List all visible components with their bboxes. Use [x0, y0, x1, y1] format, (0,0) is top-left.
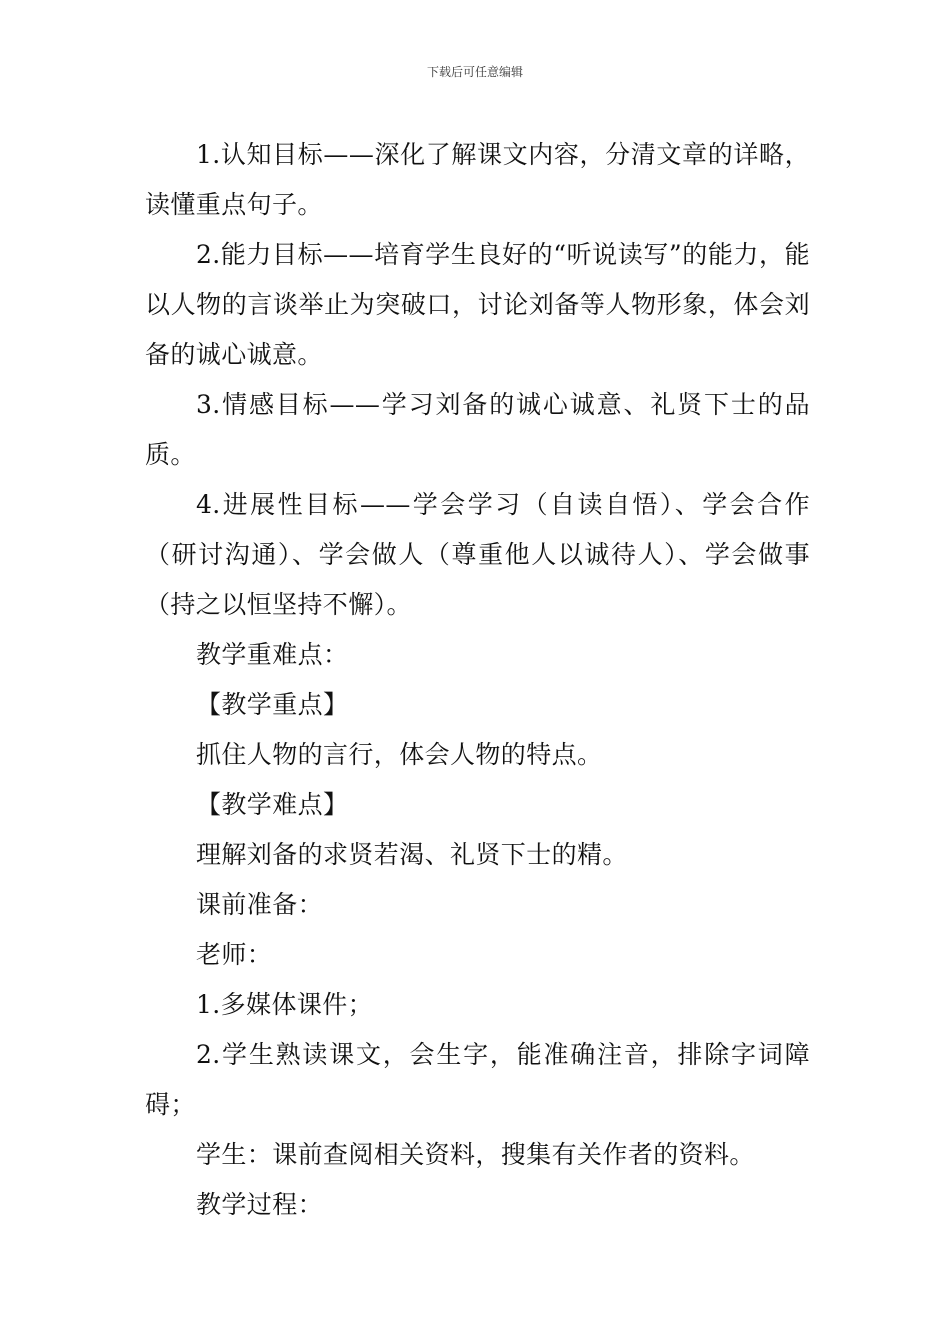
paragraph-difficult-point: 理解刘备的求贤若渴、礼贤下士的精。	[196, 840, 628, 869]
paragraph-development-goal: 4.进展性目标——学会学习（自读自悟）、学会合作（研讨沟通）、学会做人（尊重他人以诚待人）、学会做事（持之以恒坚持不懈）。	[145, 490, 810, 619]
label-teacher: 老师：	[196, 940, 273, 969]
heading-key-difficult-points: 教学重难点：	[196, 640, 349, 669]
paragraph-key-point: 抓住人物的言行，体会人物的特点。	[196, 740, 603, 769]
heading-preparation: 课前准备：	[196, 890, 324, 919]
paragraph-ability-goal: 2.能力目标——培育学生良好的“听说读写”的能力，能以人物的言谈举止为突破口，讨论刘备等人物形象，体会刘备的诚心诚意。	[145, 240, 810, 369]
document-body	[145, 130, 810, 1230]
list-item-multimedia: 1.多媒体课件；	[196, 990, 374, 1019]
heading-key-point: 【教学重点】	[196, 690, 349, 719]
paragraph-emotional-goal: 3.情感目标——学习刘备的诚心诚意、礼贤下士的品质。	[145, 390, 810, 469]
list-item-reading: 2.学生熟读课文，会生字，能准确注音，排除字词障碍；	[145, 1040, 810, 1119]
paragraph-cognitive-goal: 1.认知目标——深化了解课文内容，分清文章的详略，读懂重点句子。	[145, 140, 810, 219]
heading-teaching-process: 教学过程：	[196, 1190, 324, 1219]
paragraph-students: 学生：课前查阅相关资料，搜集有关作者的资料。	[196, 1140, 755, 1169]
page-header: 下载后可任意编辑	[426, 65, 523, 79]
heading-difficult-point: 【教学难点】	[196, 790, 349, 819]
